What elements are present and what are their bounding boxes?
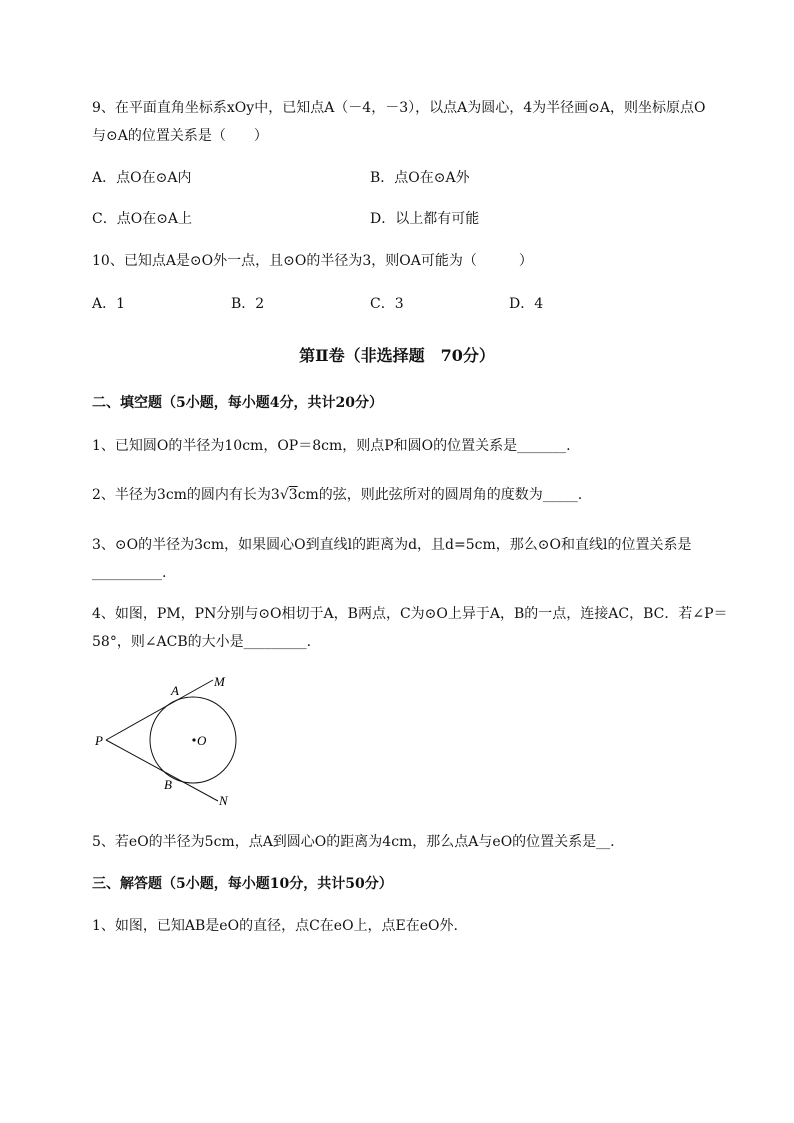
s2-q2 <box>92 485 582 505</box>
section2-heading: 二、填空题（5小题，每小题4分，共计20分） <box>92 395 383 411</box>
center-dot <box>192 738 195 741</box>
s2-q2-radicand: 3 <box>288 487 298 503</box>
label-a: A <box>171 683 179 698</box>
s2-q4-line-1: 4、如图，PM，PN分别与⊙O相切于A，B两点，C为⊙O上异于A，B的一点，连接AC，BC．若∠P＝ <box>92 606 728 622</box>
label-p: P <box>95 733 103 748</box>
label-b: B <box>164 777 172 792</box>
q10-text: 10、已知点A是⊙O外一点，且⊙O的半径为3，则OA可能为（ ） <box>92 253 533 269</box>
s2-q2-post: cm的弦，则此弦所对的圆周角的度数为_____. <box>297 487 583 503</box>
label-m: M <box>214 674 225 689</box>
s2-q2-pre: 2、半径为3cm的圆内有长为3 <box>92 487 280 503</box>
s2-q1: 1、已知圆O的半径为10cm，OP＝8cm，则点P和圆O的位置关系是_______. <box>92 438 571 454</box>
q9-option-b: B．点O在⊙A外 <box>370 170 470 186</box>
q10-option-c: C．3 <box>370 296 404 312</box>
q10-option-a: A．1 <box>92 296 126 312</box>
s2-q3-line-1: 3、⊙O的半径为3cm，如果圆心O到直线l的距离为d，且d=5cm，那么⊙O和直线l的位置关系是 <box>92 537 692 553</box>
section3-heading: 三、解答题（5小题，每小题10分，共计50分） <box>92 876 393 892</box>
part2-title: 第Ⅱ卷（非选择题 70分） <box>299 346 495 365</box>
s3-q1: 1、如图，已知AB是eO的直径，点C在eO上，点E在eO外. <box>92 918 458 934</box>
q9-option-d: D．以上都有可能 <box>370 211 480 227</box>
s2-q5: 5、若eO的半径为5cm，点A到圆心O的距离为4cm，那么点A与eO的位置关系是__. <box>92 834 615 850</box>
sqrt-sign: √ <box>279 487 289 503</box>
tangent-circle-figure <box>88 668 258 813</box>
s2-q3-line-2: __________. <box>92 565 167 581</box>
q10-option-b: B．2 <box>231 296 265 312</box>
label-o: O <box>197 733 207 748</box>
q9-option-c: C．点O在⊙A上 <box>92 211 193 227</box>
q9-line-1: 9、在平面直角坐标系xOy中，已知点A（－4，－3），以点A为圆心，4为半径画⊙A，则坐标原点O <box>92 100 706 116</box>
q9-line-2: 与⊙A的位置关系是（ ） <box>92 128 268 144</box>
s2-q4-line-2: 58°，则∠ACB的大小是_________. <box>92 634 312 650</box>
q9-option-a: A．点O在⊙A内 <box>92 170 192 186</box>
tangent-line-pm <box>106 680 213 740</box>
q10-option-d: D．4 <box>509 296 544 312</box>
label-n: N <box>219 793 228 808</box>
